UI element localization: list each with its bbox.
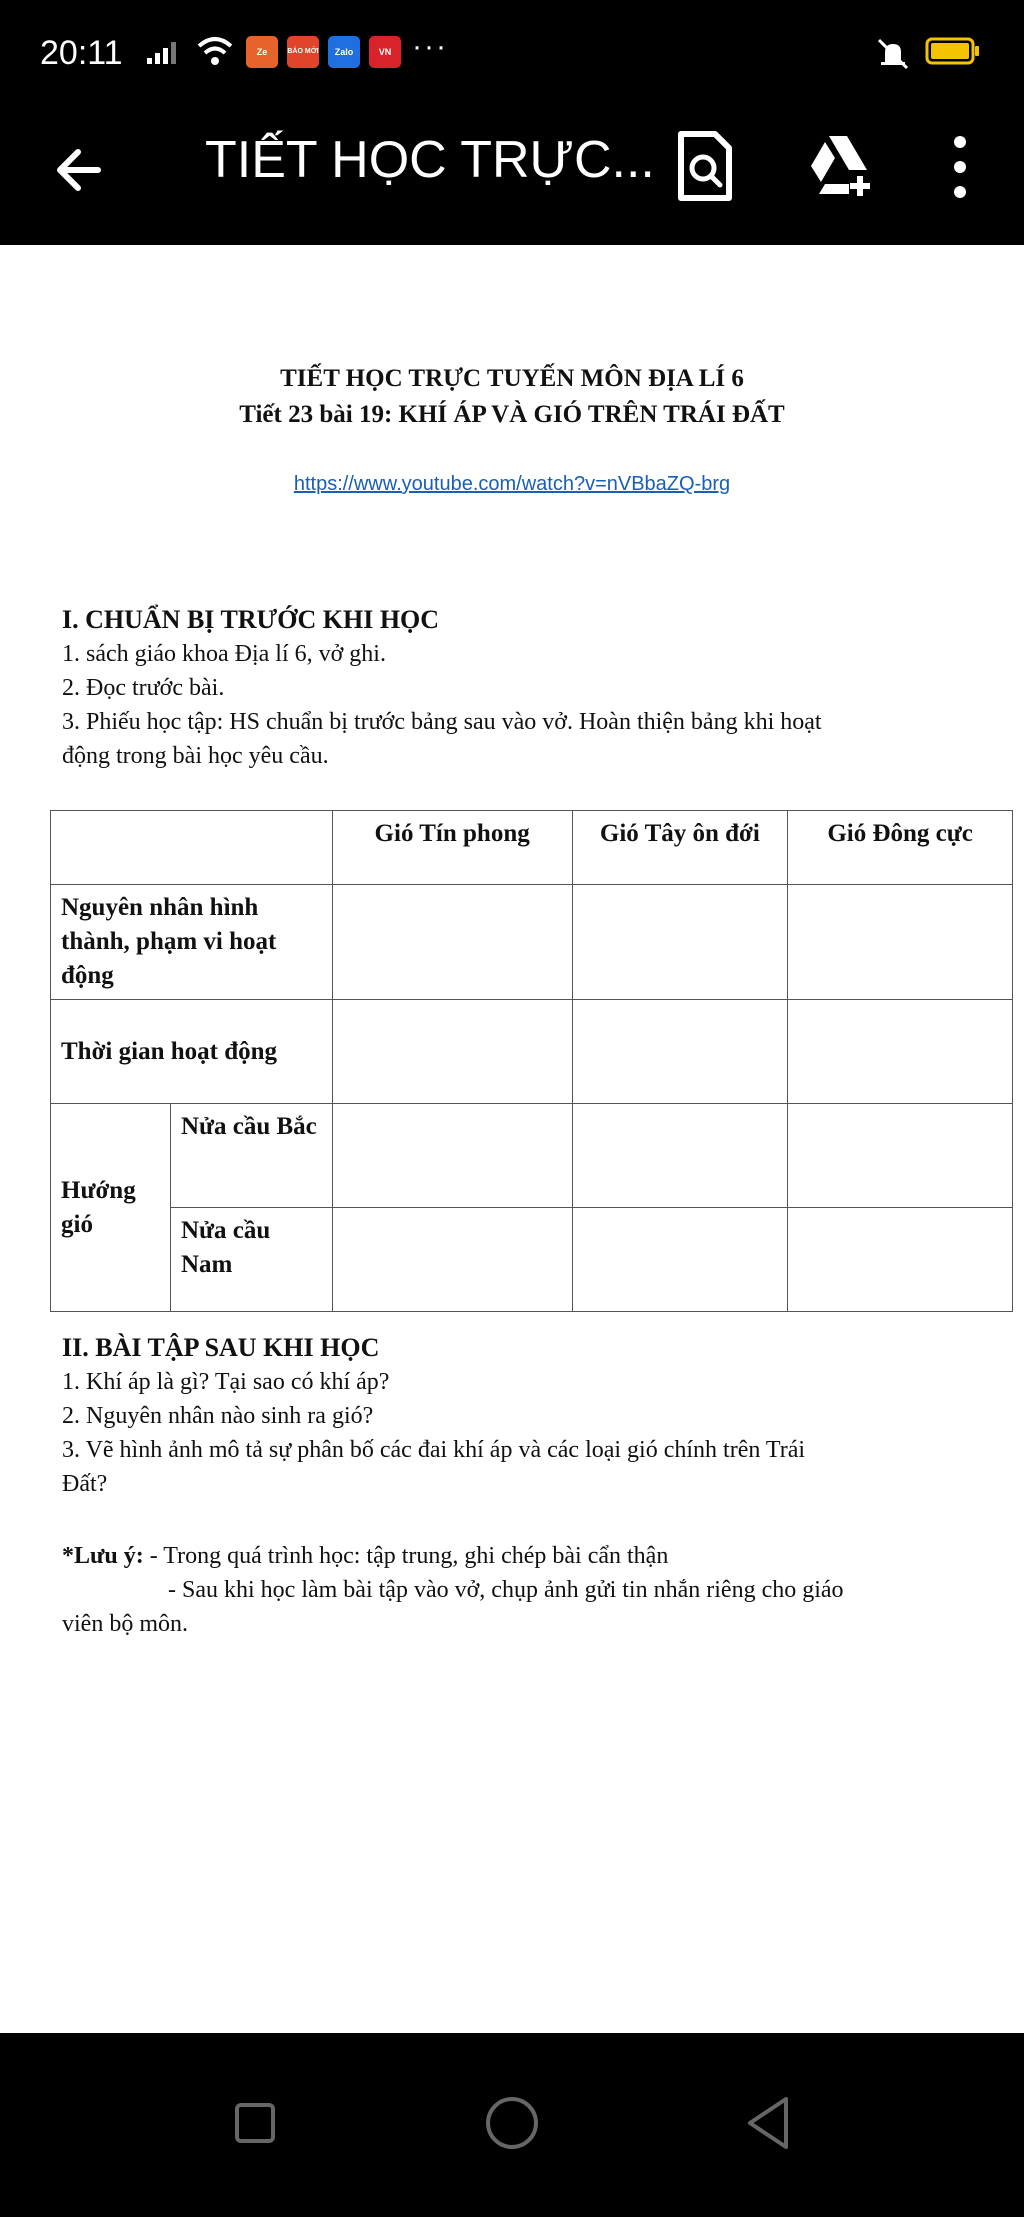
notification-app-icon: BÁO MỚI bbox=[287, 36, 319, 68]
back-triangle-icon[interactable] bbox=[728, 2083, 808, 2163]
row-sublabel: Nửa cầu Bắc bbox=[170, 1104, 332, 1208]
system-nav-bar bbox=[0, 2033, 1024, 2217]
table-cell bbox=[572, 1208, 788, 1312]
section-line: động trong bài học yêu cầu. bbox=[62, 743, 329, 769]
app-toolbar bbox=[0, 100, 1024, 245]
notification-app-icon: Ze bbox=[246, 36, 278, 68]
section-line: 2. Nguyên nhân nào sinh ra gió? bbox=[62, 1403, 374, 1429]
table-cell bbox=[788, 885, 1013, 1000]
document-page[interactable] bbox=[0, 245, 1024, 2033]
table-cell bbox=[332, 1208, 572, 1312]
section-line: 2. Đọc trước bài. bbox=[62, 675, 225, 701]
table-row bbox=[51, 885, 1013, 1000]
status-time: 20:11 bbox=[40, 34, 123, 72]
mute-icon bbox=[875, 36, 911, 72]
row-label: Hướng gió bbox=[51, 1104, 171, 1312]
notification-app-icon: VN bbox=[369, 36, 401, 68]
document-title: TIẾT HỌC TRỰC... bbox=[205, 131, 655, 189]
table-row bbox=[51, 811, 1013, 885]
table-cell bbox=[788, 1208, 1013, 1312]
table-header: Gió Đông cực bbox=[788, 811, 1013, 885]
section-line: 3. Phiếu học tập: HS chuẩn bị trước bảng sau vào vở. Hoàn thiện bảng khi hoạt bbox=[62, 709, 822, 735]
table-cell bbox=[572, 885, 788, 1000]
table-row bbox=[51, 1104, 1013, 1208]
table-cell bbox=[51, 811, 333, 885]
section-line: 3. Vẽ hình ảnh mô tả sự phân bố các đai khí áp và các loại gió chính trên Trái bbox=[62, 1437, 806, 1463]
worksheet-table bbox=[50, 810, 1013, 1312]
doc-subheading: Tiết 23 bài 19: KHÍ ÁP VÀ GIÓ TRÊN TRÁI ĐẤT bbox=[239, 401, 785, 428]
table-cell bbox=[572, 1000, 788, 1104]
signal-icon bbox=[145, 40, 185, 66]
more-notifications-icon: ··· bbox=[412, 30, 448, 63]
table-header: Gió Tín phong bbox=[332, 811, 572, 885]
more-options-icon[interactable] bbox=[945, 132, 975, 202]
note-text: - Trong quá trình học: tập trung, ghi chép bài cẩn thận bbox=[143, 1543, 669, 1569]
youtube-link[interactable]: https://www.youtube.com/watch?v=nVBbaZQ-brg bbox=[293, 473, 731, 495]
row-label: Nguyên nhân hình thành, phạm vi hoạt động bbox=[51, 885, 333, 1000]
note-line: viên bộ môn. bbox=[62, 1611, 188, 1637]
home-icon[interactable] bbox=[472, 2083, 552, 2163]
find-in-document-icon[interactable] bbox=[675, 130, 735, 202]
section-line: 1. Khí áp là gì? Tại sao có khí áp? bbox=[62, 1369, 390, 1395]
table-cell bbox=[332, 1000, 572, 1104]
table-header: Gió Tây ôn đới bbox=[572, 811, 788, 885]
back-arrow-icon[interactable] bbox=[50, 140, 110, 200]
recent-apps-icon[interactable] bbox=[215, 2083, 295, 2163]
table-row bbox=[51, 1208, 1013, 1312]
wifi-icon bbox=[195, 32, 235, 68]
note-label: *Lưu ý: bbox=[62, 1543, 144, 1569]
section-heading: I. CHUẨN BỊ TRƯỚC KHI HỌC bbox=[62, 605, 440, 634]
table-cell bbox=[788, 1000, 1013, 1104]
table-cell bbox=[788, 1104, 1013, 1208]
status-bar bbox=[0, 0, 1024, 100]
note-line: - Sau khi học làm bài tập vào vở, chụp ảnh gửi tin nhắn riêng cho giáo bbox=[168, 1577, 844, 1603]
doc-heading: TIẾT HỌC TRỰC TUYẾN MÔN ĐỊA LÍ 6 bbox=[280, 365, 744, 392]
table-cell bbox=[332, 885, 572, 1000]
row-sublabel: Nửa cầu Nam bbox=[170, 1208, 332, 1312]
notification-app-icon: Zalo bbox=[328, 36, 360, 68]
note-line bbox=[62, 1543, 668, 1570]
table-cell bbox=[332, 1104, 572, 1208]
row-label: Thời gian hoạt động bbox=[51, 1000, 333, 1104]
add-to-drive-icon[interactable] bbox=[805, 132, 875, 198]
battery-icon bbox=[925, 36, 981, 66]
section-line: Đất? bbox=[62, 1471, 108, 1497]
table-cell bbox=[572, 1104, 788, 1208]
section-heading: II. BÀI TẬP SAU KHI HỌC bbox=[62, 1333, 380, 1362]
section-line: 1. sách giáo khoa Địa lí 6, vở ghi. bbox=[62, 641, 386, 667]
table-row bbox=[51, 1000, 1013, 1104]
